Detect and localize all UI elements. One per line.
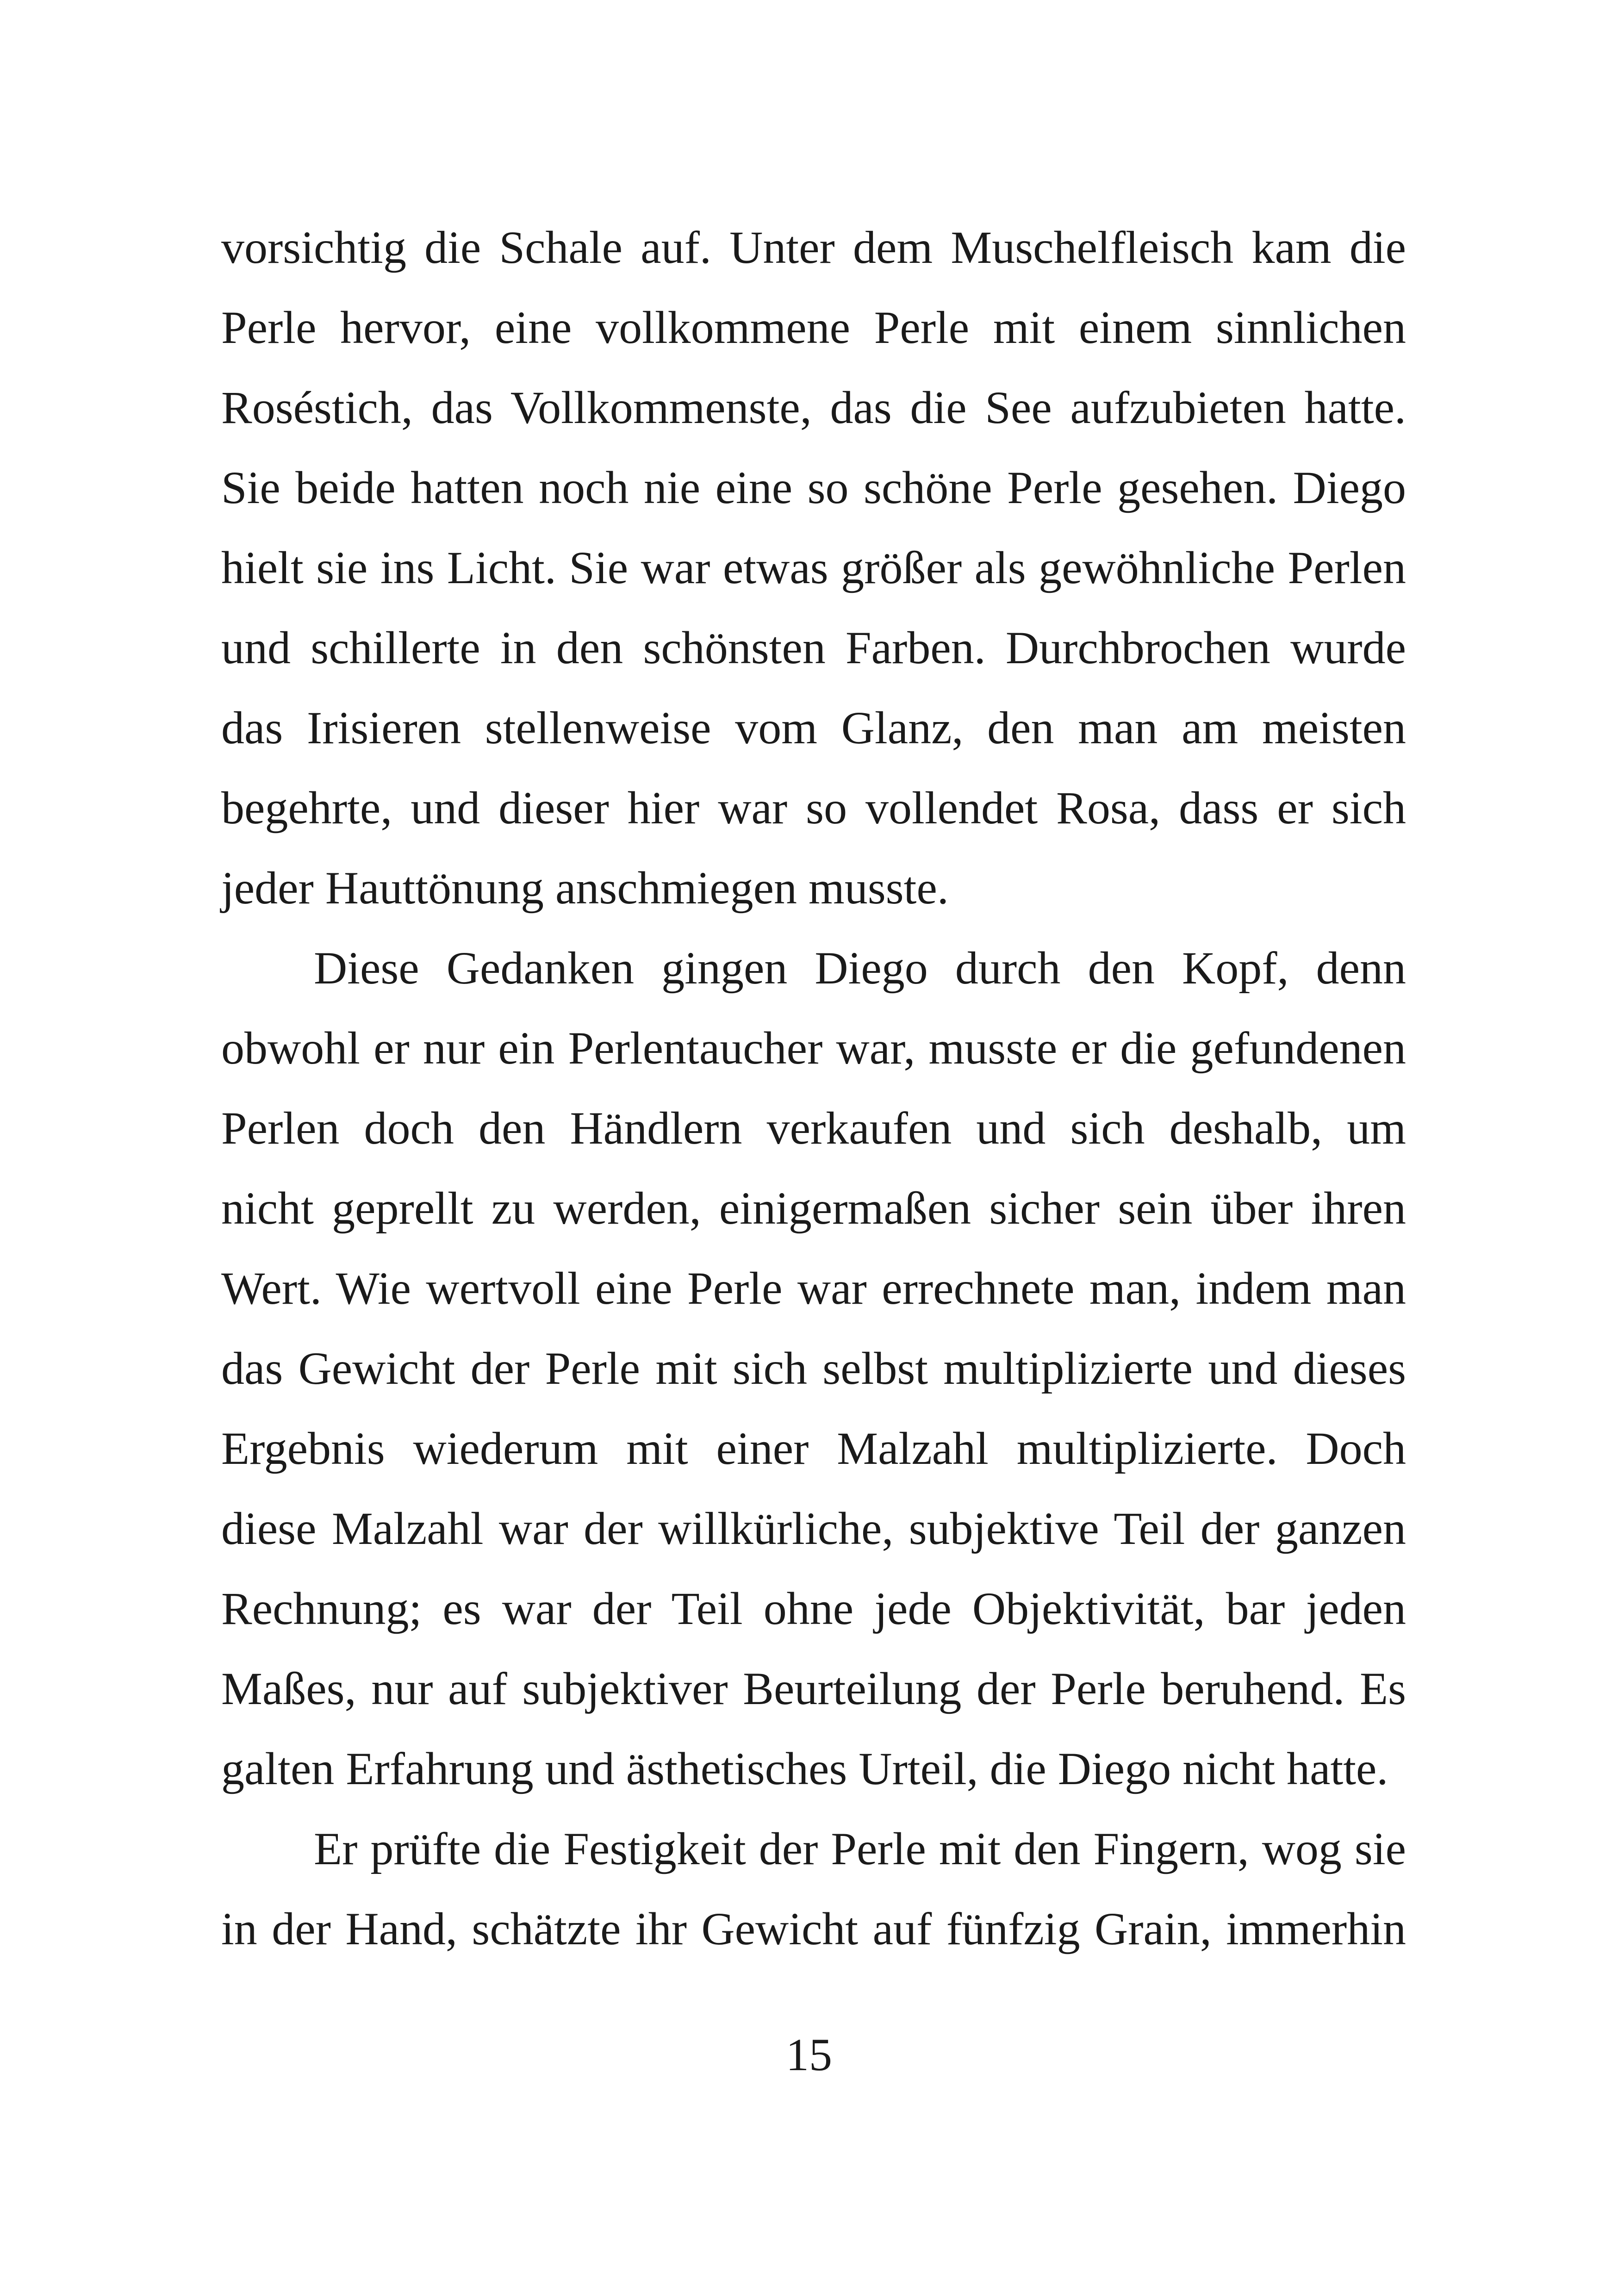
- text-line: Wert. Wie wertvoll eine Perle war errechnete man, indem man: [221, 1263, 1406, 1314]
- text-line: Ergebnis wiederum mit einer Malzahl multiplizierte. Doch: [221, 1423, 1406, 1474]
- text-line: Sie beide hatten noch nie eine so schöne Perle gesehen. Diego: [221, 462, 1406, 513]
- text-line: Er prüfte die Festigkeit der Perle mit den Fingern, wog sie: [314, 1823, 1406, 1874]
- text-line: diese Malzahl war der willkürliche, subjektive Teil der ganzen: [221, 1503, 1406, 1554]
- text-line: und schillerte in den schönsten Farben. Durchbrochen wurde: [221, 622, 1406, 673]
- paragraph-1: [221, 207, 1406, 928]
- text-line: Rechnung; es war der Teil ohne jede Objektivität, bar jeden: [221, 1583, 1406, 1634]
- text-line: nicht geprellt zu werden, einigermaßen sicher sein über ihren: [221, 1182, 1406, 1234]
- text-line: in der Hand, schätzte ihr Gewicht auf fünfzig Grain, immerhin: [221, 1903, 1406, 1954]
- text-line: vorsichtig die Schale auf. Unter dem Muschelfleisch kam die: [221, 222, 1406, 273]
- text-line: Roséstich, das Vollkommenste, das die See aufzubieten hatte.: [221, 382, 1406, 433]
- page-number: 15: [786, 2029, 832, 2080]
- text-line: Diese Gedanken gingen Diego durch den Kopf, denn: [314, 942, 1406, 994]
- paragraph-3: [221, 1809, 1406, 1969]
- text-line: galten Erfahrung und ästhetisches Urteil, die Diego nicht hatte.: [221, 1743, 1388, 1794]
- text-line: obwohl er nur ein Perlentaucher war, musste er die gefundenen: [221, 1022, 1406, 1074]
- text-line: begehrte, und dieser hier war so vollendet Rosa, dass er sich: [221, 782, 1406, 834]
- text-line: Perlen doch den Händlern verkaufen und sich deshalb, um: [221, 1102, 1406, 1154]
- paragraph-2: [221, 928, 1406, 1809]
- text-line: Maßes, nur auf subjektiver Beurteilung der Perle beruhend. Es: [221, 1663, 1406, 1714]
- text-line: jeder Hauttönung anschmiegen musste.: [221, 862, 949, 914]
- text-line: Perle hervor, eine vollkommene Perle mit einem sinnlichen: [221, 302, 1406, 353]
- page-body: [221, 207, 1406, 1969]
- text-line: hielt sie ins Licht. Sie war etwas größer als gewöhnliche Perlen: [221, 542, 1406, 593]
- text-line: das Gewicht der Perle mit sich selbst multiplizierte und dieses: [221, 1343, 1406, 1394]
- text-line: das Irisieren stellenweise vom Glanz, den man am meisten: [221, 702, 1406, 753]
